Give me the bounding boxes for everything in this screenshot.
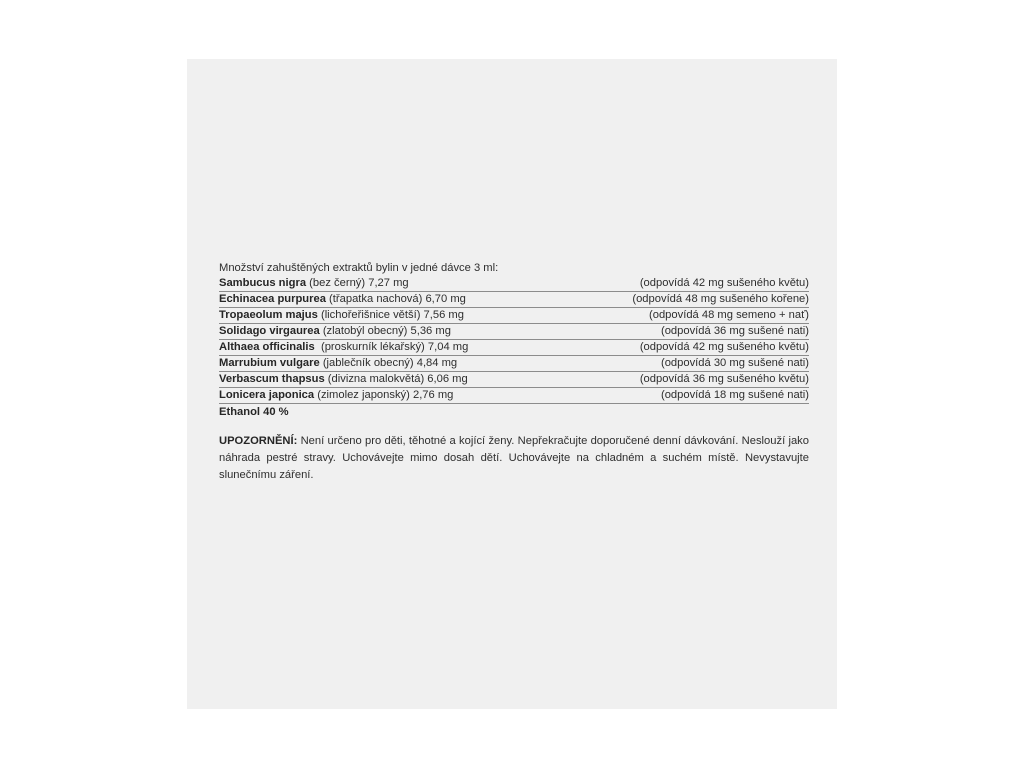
ingredient-detail: (jablečník obecný) 4,84 mg — [319, 357, 458, 369]
latin-name: Lonicera japonica — [219, 389, 315, 401]
equivalent-amount: (odpovídá 30 mg sušené nati) — [660, 357, 809, 369]
latin-name: Althaea officinalis — [219, 341, 315, 353]
ingredient-row — [219, 340, 809, 356]
ingredient-row — [219, 276, 809, 292]
equivalent-amount: (odpovídá 36 mg sušené nati) — [660, 325, 809, 337]
ingredient-detail: (proskurník lékařský) 7,04 mg — [314, 341, 469, 353]
ingredient-detail: (třapatka nachová) 6,70 mg — [325, 293, 466, 305]
ingredient-detail: (divizna malokvětá) 6,06 mg — [324, 373, 468, 385]
warning-label: UPOZORNĚNÍ: — [219, 435, 298, 447]
ingredient-row — [219, 308, 809, 324]
latin-name: Sambucus nigra — [219, 277, 307, 289]
warning-text: Není určeno pro děti, těhotné a kojící ženy. Nepřekračujte doporučené denní dávkování. Neslouží jako náhrada pestré stravy. Uchovávejte mimo dosah dětí. Uchovávejte na chladném a suchém místě. Nevystavujte slunečnímu záření. — [219, 435, 809, 481]
product-label-card — [187, 59, 837, 709]
equivalent-amount: (odpovídá 42 mg sušeného květu) — [639, 341, 809, 353]
equivalent-amount: (odpovídá 48 mg sušeného kořene) — [632, 293, 809, 305]
ingredients-section — [219, 260, 809, 484]
dose-intro: Množství zahuštěných extraktů bylin v jedné dávce 3 ml: — [219, 262, 499, 274]
equivalent-amount: (odpovídá 48 mg semeno + nať) — [649, 309, 809, 321]
equivalent-amount: (odpovídá 36 mg sušeného květu) — [639, 373, 809, 385]
ingredient-row — [219, 356, 809, 372]
warning-paragraph — [219, 433, 809, 484]
ethanol-content: Ethanol 40 % — [219, 406, 289, 418]
ingredient-row — [219, 372, 809, 388]
equivalent-amount: (odpovídá 18 mg sušené nati) — [660, 389, 809, 401]
latin-name: Marrubium vulgare — [219, 357, 320, 369]
ingredient-detail: (zlatobýl obecný) 5,36 mg — [319, 325, 451, 337]
equivalent-amount: (odpovídá 42 mg sušeného květu) — [639, 277, 809, 289]
latin-name: Solidago virgaurea — [219, 325, 320, 337]
latin-name: Tropaeolum majus — [219, 309, 318, 321]
latin-name: Verbascum thapsus — [219, 373, 325, 385]
ingredient-detail: (zimolez japonský) 2,76 mg — [314, 389, 454, 401]
ingredient-row — [219, 388, 809, 404]
latin-name: Echinacea purpurea — [219, 293, 326, 305]
ingredient-detail: (lichořeřišnice větší) 7,56 mg — [317, 309, 464, 321]
ingredient-row — [219, 292, 809, 308]
ingredient-detail: (bez černý) 7,27 mg — [306, 277, 409, 289]
ingredient-row — [219, 324, 809, 340]
